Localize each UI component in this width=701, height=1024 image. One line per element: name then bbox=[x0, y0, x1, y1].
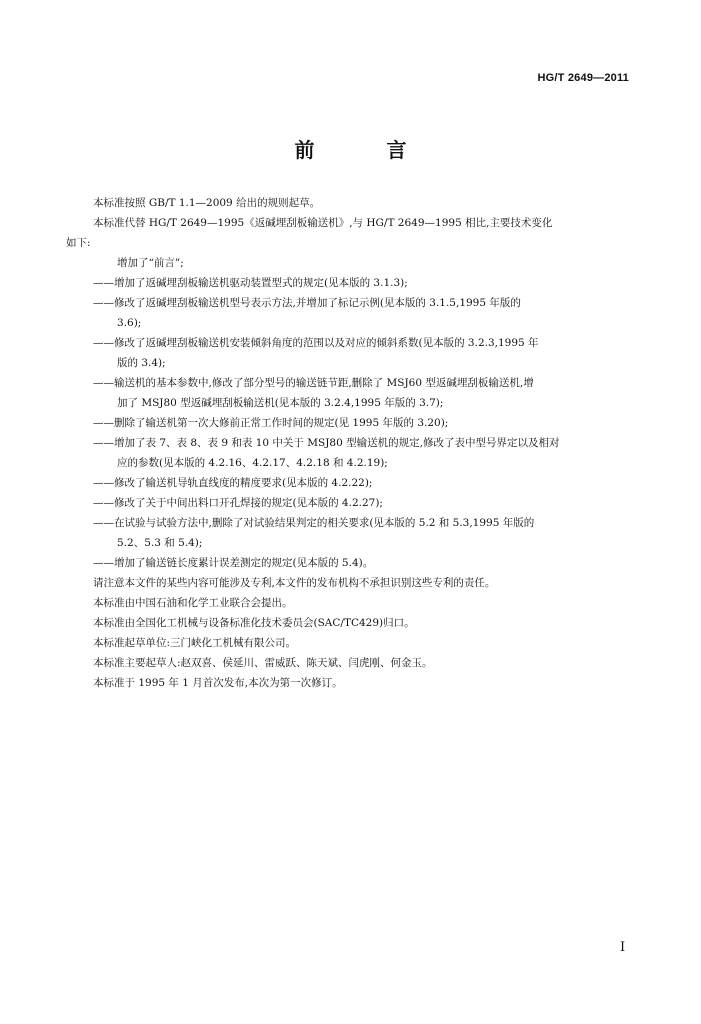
standard-code: HG/T 2649—2011 bbox=[537, 72, 629, 84]
body-line: ——在试验与试验方法中,删除了对试验结果判定的相关要求(见本版的 5.2 和 5.3,1995 年版的 bbox=[93, 517, 535, 529]
body-line: ——增加了输送链长度累计误差测定的规定(见本版的 5.4)。 bbox=[93, 557, 374, 569]
body-line: 本标准起草单位:三门峡化工机械有限公司。 bbox=[93, 637, 297, 649]
body-line: ——输送机的基本参数中,修改了部分型号的输送链节距,删除了 MSJ60 型返碱埋刮板输送机,增 bbox=[93, 377, 534, 389]
body-line: 加了 MSJ80 型返碱埋刮板输送机(见本版的 3.2.4,1995 年版的 3.7); bbox=[117, 397, 444, 409]
body-line: ——修改了返碱埋刮板输送机型号表示方法,并增加了标记示例(见本版的 3.1.5,1995 年版的 bbox=[93, 297, 521, 309]
body-line: ——修改了返碱埋刮板输送机安装倾斜角度的范围以及对应的倾斜系数(见本版的 3.2.3,1995 年 bbox=[93, 337, 539, 349]
body-line: 5.2、5.3 和 5.4); bbox=[117, 537, 203, 549]
body-line: 版的 3.4); bbox=[117, 357, 166, 369]
body-line: ——增加了返碱埋刮板输送机驱动装置型式的规定(见本版的 3.1.3); bbox=[93, 277, 408, 289]
body-line: 本标准主要起草人:赵双喜、侯延川、雷威跃、陈天斌、闫虎刚、何金玉。 bbox=[93, 657, 433, 669]
page-number: I bbox=[620, 940, 626, 955]
body-line: 本标准代替 HG/T 2649—1995《返碱埋刮板输送机》,与 HG/T 2649—1995 相比,主要技术变化 bbox=[93, 217, 553, 229]
body-line: 增加了“前言”; bbox=[117, 257, 184, 269]
body-line: 本标准按照 GB/T 1.1—2009 给出的规则起草。 bbox=[93, 197, 321, 209]
body-line: ——修改了关于中间出料口开孔焊接的规定(见本版的 4.2.27); bbox=[93, 497, 383, 509]
body-line: 如下: bbox=[66, 237, 91, 249]
body-line: 应的参数(见本版的 4.2.16、4.2.17、4.2.18 和 4.2.19); bbox=[117, 457, 388, 469]
body-line: ——删除了输送机第一次大修前正常工作时间的规定(见 1995 年版的 3.20); bbox=[93, 417, 449, 429]
page-title: 前 言 bbox=[294, 138, 433, 162]
body-line: 请注意本文件的某些内容可能涉及专利,本文件的发布机构不承担识别这些专利的责任。 bbox=[93, 577, 496, 589]
body-line: ——修改了输送机导轨直线度的精度要求(见本版的 4.2.22); bbox=[93, 477, 373, 489]
body-line: ——增加了表 7、表 8、表 9 和表 10 中关于 MSJ80 型输送机的规定,修改了表中型号界定以及相对 bbox=[93, 437, 560, 449]
body-line: 本标准由全国化工机械与设备标准化技术委员会(SAC/TC429)归口。 bbox=[93, 617, 415, 629]
body-line: 3.6); bbox=[117, 317, 142, 329]
body-line: 本标准于 1995 年 1 月首次发布,本次为第一次修订。 bbox=[93, 677, 343, 689]
body-line: 本标准由中国石油和化学工业联合会提出。 bbox=[93, 597, 293, 609]
